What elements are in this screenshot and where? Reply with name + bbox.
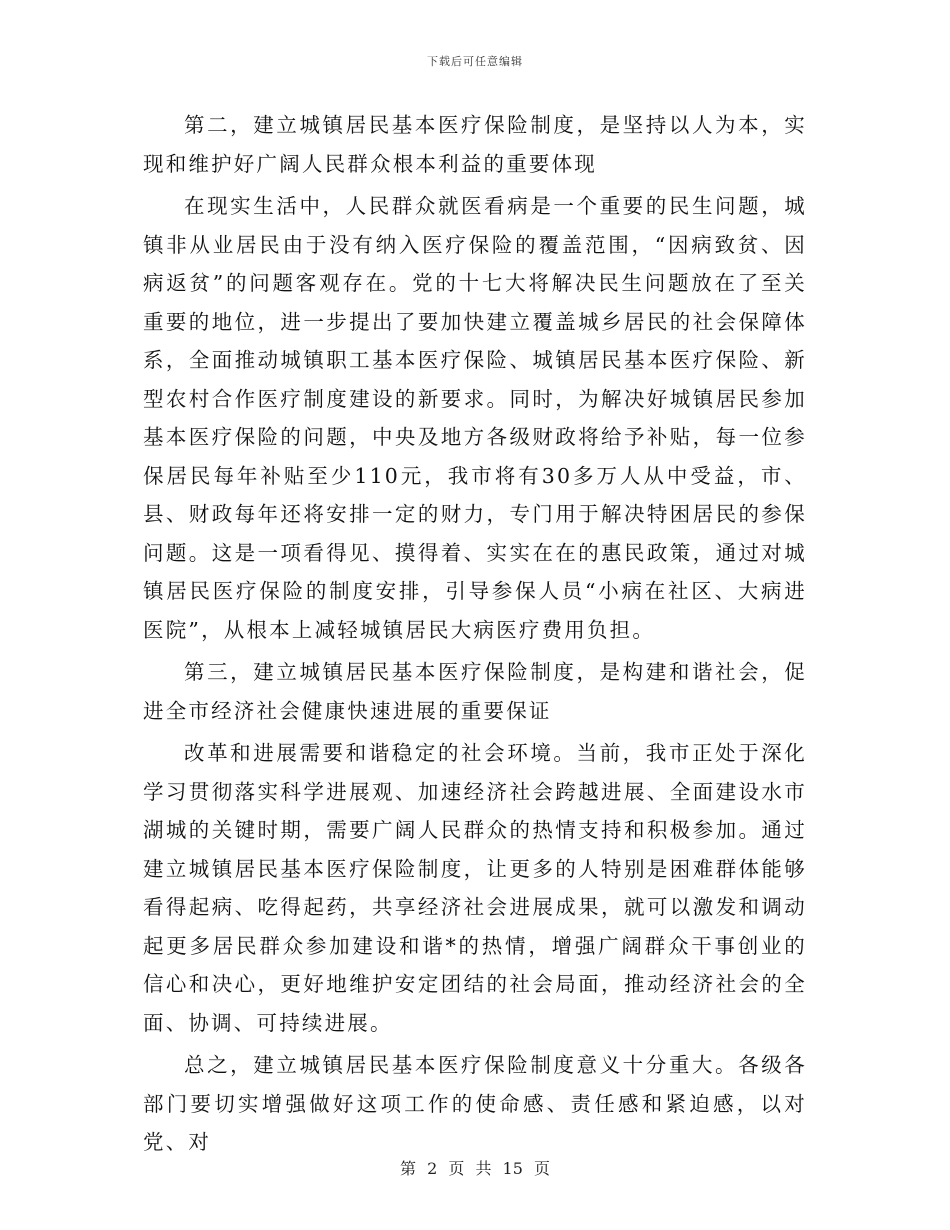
paragraph-second-point: 第二，建立城镇居民基本医疗保险制度，是坚持以人为本，实现和维护好广阔人民群众根本利益的重要体现 xyxy=(143,113,807,176)
paragraph-real-life: 在现实生活中，人民群众就医看病是一个重要的民生问题，城镇非从业居民由于没有纳入医疗保险的覆盖范围，“因病致贫、因病返贫”的问题客观存在。党的十七大将解决民生问题放在了至关重要的地位，进一步提出了要加快建立覆盖城乡居民的社会保障体系，全面推动城镇职工基本医疗保险、城镇居民基本医疗保险、新型农村合作医疗制度建设的新要求。同时，为解决好城镇居民参加基本医疗保险的问题，中央及地方各级财政将给予补贴，每一位参保居民每年补贴至少110元，我市将有30多万人从中受益，市、县、财政每年还将安排一定的财力，专门用于解决特困居民的参保问题。这是一项看得见、摸得着、实实在在的惠民政策，通过对城镇居民医疗保险的制度安排，引导参保人员“小病在社区、大病进医院”，从根本上减轻城镇居民大病医疗费用负担。 xyxy=(143,194,807,642)
page-header: 下载后可任意编辑 xyxy=(427,55,523,68)
document-body xyxy=(143,106,807,1166)
paragraph-reform: 改革和进展需要和谐稳定的社会环境。当前，我市正处于深化学习贯彻落实科学进展观、加速经济社会跨越进展、全面建设水市湖城的关键时期，需要广阔人民群众的热情支持和积极参加。通过建立城镇居民基本医疗保险制度，让更多的人特别是困难群体能够看得起病、吃得起药，共享经济社会进展成果，就可以激发和调动起更多居民群众参加建设和谐*的热情，增强广阔群众干事创业的信心和决心，更好地维护安定团结的社会局面，推动经济社会的全面、协调、可持续进展。 xyxy=(143,741,807,1035)
page-number-footer: 第 2 页 共 15 页 xyxy=(400,1159,550,1178)
paragraph-conclusion: 总之，建立城镇居民基本医疗保险制度意义十分重大。各级各部门要切实增强做好这项工作的使命感、责任感和紧迫感，以对党、对 xyxy=(143,1053,807,1154)
paragraph-third-point: 第三，建立城镇居民基本医疗保险制度，是构建和谐社会，促进全市经济社会健康快速进展的重要保证 xyxy=(143,660,807,723)
